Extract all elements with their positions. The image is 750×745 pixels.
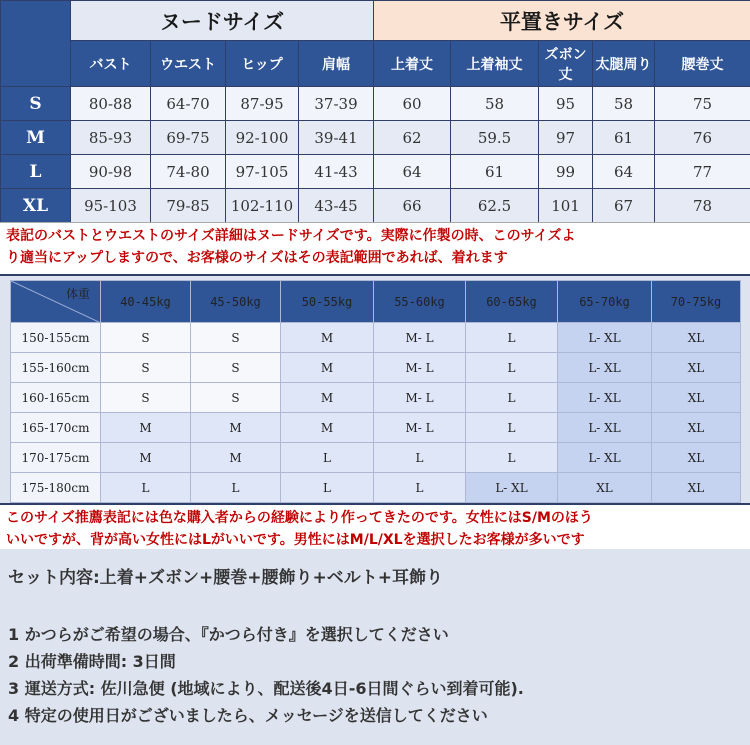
recommended-size-cell: XL (652, 383, 741, 413)
size-chart-table (0, 0, 750, 223)
size-value-cell: 76 (655, 121, 750, 155)
weight-column-header: 40-45kg (101, 281, 191, 323)
size-value-cell: 97 (539, 121, 593, 155)
weight-column-header: 55-60kg (374, 281, 466, 323)
height-row (11, 323, 741, 353)
size-label: M (1, 121, 71, 155)
size-chart (0, 0, 750, 222)
recommended-size-cell: L (191, 473, 281, 503)
size-value-cell: 43-45 (299, 189, 374, 223)
height-row (11, 413, 741, 443)
weight-axis-label: 体重 (65, 287, 90, 301)
recommended-size-cell: XL (652, 443, 741, 473)
recommended-size-cell: L- XL (558, 413, 652, 443)
height-label: 155-160cm (11, 353, 101, 383)
recommended-size-cell: S (191, 383, 281, 413)
recommended-size-cell: M- L (374, 383, 466, 413)
size-column-header: ズボン丈 (539, 41, 593, 87)
recommended-size-cell: M (281, 323, 374, 353)
recommended-size-cell: S (191, 353, 281, 383)
recommended-size-cell: L- XL (558, 323, 652, 353)
info-item: 4 特定の使用日がございましたら、メッセージを送信してください (8, 706, 488, 725)
recommended-size-cell: L (466, 353, 558, 383)
size-value-cell: 77 (655, 155, 750, 189)
size-column-header: 肩幅 (299, 41, 374, 87)
recommended-size-cell: M (101, 443, 191, 473)
height-label: 150-155cm (11, 323, 101, 353)
recommended-size-cell: S (101, 383, 191, 413)
recommendation-note-line1: このサイズ推薦表記には色な購入者からの経験により作ってきたのです。女性にはS/Mのほう (6, 510, 593, 526)
size-value-cell: 58 (451, 87, 539, 121)
recommended-size-cell: M- L (374, 323, 466, 353)
weight-column-header: 70-75kg (652, 281, 741, 323)
nude-size-note-line1: 表記のバストとウエストのサイズ詳細はヌードサイズです。実際に作製の時、このサイズよ (6, 228, 576, 244)
weight-column-header: 50-55kg (281, 281, 374, 323)
recommended-size-cell: S (101, 353, 191, 383)
size-column-header: 上着袖丈 (451, 41, 539, 87)
height-label: 160-165cm (11, 383, 101, 413)
recommendation-note-line2: いいですが、背が高い女性にはLがいいです。男性にはM/L/XLを選択したお客様が多いです (6, 532, 585, 548)
size-value-cell: 61 (593, 121, 655, 155)
recommended-size-cell: L (281, 473, 374, 503)
size-value-cell: 79-85 (151, 189, 226, 223)
nude-size-note-line2: り適当にアップしますので、お客様のサイズはその表記範囲であれば、着れます (6, 250, 508, 266)
recommendation-table (10, 280, 741, 503)
recommended-size-cell: L- XL (558, 353, 652, 383)
recommended-size-cell: L (374, 473, 466, 503)
size-value-cell: 66 (374, 189, 451, 223)
nude-size-group-header: ヌードサイズ (71, 1, 374, 41)
flat-size-group-header: 平置きサイズ (374, 1, 750, 41)
height-row (11, 443, 741, 473)
recommended-size-cell: M (191, 443, 281, 473)
recommended-size-cell: L (281, 443, 374, 473)
size-value-cell: 64-70 (151, 87, 226, 121)
height-label: 165-170cm (11, 413, 101, 443)
recommended-size-cell: M- L (374, 353, 466, 383)
product-info (0, 549, 750, 745)
size-value-cell: 39-41 (299, 121, 374, 155)
size-value-cell: 41-43 (299, 155, 374, 189)
set-contents: セット内容:上着+ズボン+腰巻+腰飾り+ベルト+耳飾り (8, 568, 444, 588)
size-value-cell: 102-110 (226, 189, 299, 223)
height-row (11, 473, 741, 503)
recommended-size-cell: M (281, 353, 374, 383)
recommended-size-cell: M (191, 413, 281, 443)
height-label: 175-180cm (11, 473, 101, 503)
size-column-header: バスト (71, 41, 151, 87)
recommended-size-cell: L- XL (558, 383, 652, 413)
size-value-cell: 61 (451, 155, 539, 189)
recommended-size-cell: L (101, 473, 191, 503)
weight-column-header: 45-50kg (191, 281, 281, 323)
recommended-size-cell: M (281, 413, 374, 443)
recommended-size-cell: XL (558, 473, 652, 503)
recommendation-note (0, 503, 750, 549)
size-value-cell: 62.5 (451, 189, 539, 223)
size-label: L (1, 155, 71, 189)
recommended-size-cell: L (466, 323, 558, 353)
recommended-size-cell: XL (652, 353, 741, 383)
recommendation-corner-header (11, 281, 101, 323)
size-value-cell: 64 (593, 155, 655, 189)
recommended-size-cell: L (466, 443, 558, 473)
size-column-header: 上着丈 (374, 41, 451, 87)
size-value-cell: 95 (539, 87, 593, 121)
size-chart-corner (1, 1, 71, 87)
size-value-cell: 69-75 (151, 121, 226, 155)
size-value-cell: 37-39 (299, 87, 374, 121)
size-value-cell: 58 (593, 87, 655, 121)
info-item: 2 出荷準備時間: 3日間 (8, 652, 176, 671)
info-item: 3 運送方式: 佐川急便 (地域により、配送後4日-6日間ぐらい到着可能). (8, 679, 524, 698)
info-item: 1 かつらがご希望の場合、『かつら付き』を選択してください (8, 625, 449, 644)
recommended-size-cell: XL (652, 323, 741, 353)
size-value-cell: 87-95 (226, 87, 299, 121)
recommended-size-cell: M- L (374, 413, 466, 443)
size-value-cell: 80-88 (71, 87, 151, 121)
recommended-size-cell: XL (652, 413, 741, 443)
recommended-size-cell: L (466, 413, 558, 443)
info-list (8, 621, 524, 729)
size-recommendation-chart (10, 280, 740, 502)
size-column-header: 腰巻丈 (655, 41, 750, 87)
height-row (11, 383, 741, 413)
recommended-size-cell: M (101, 413, 191, 443)
size-label: S (1, 87, 71, 121)
weight-column-header: 60-65kg (466, 281, 558, 323)
size-row (1, 87, 750, 121)
size-row (1, 189, 750, 223)
height-row (11, 353, 741, 383)
size-row (1, 155, 750, 189)
size-column-header: ウエスト (151, 41, 226, 87)
size-value-cell: 60 (374, 87, 451, 121)
height-label: 170-175cm (11, 443, 101, 473)
size-value-cell: 75 (655, 87, 750, 121)
size-column-header: 太腿周り (593, 41, 655, 87)
recommended-size-cell: L- XL (466, 473, 558, 503)
size-value-cell: 92-100 (226, 121, 299, 155)
size-value-cell: 85-93 (71, 121, 151, 155)
recommended-size-cell: L (374, 443, 466, 473)
recommended-size-cell: L (466, 383, 558, 413)
recommended-size-cell: XL (652, 473, 741, 503)
recommended-size-cell: S (101, 323, 191, 353)
size-column-header: ヒップ (226, 41, 299, 87)
size-value-cell: 74-80 (151, 155, 226, 189)
size-value-cell: 78 (655, 189, 750, 223)
nude-size-note (0, 222, 750, 276)
size-row (1, 121, 750, 155)
size-value-cell: 101 (539, 189, 593, 223)
size-value-cell: 67 (593, 189, 655, 223)
recommended-size-cell: M (281, 383, 374, 413)
size-value-cell: 90-98 (71, 155, 151, 189)
size-value-cell: 62 (374, 121, 451, 155)
size-value-cell: 99 (539, 155, 593, 189)
size-value-cell: 64 (374, 155, 451, 189)
size-value-cell: 97-105 (226, 155, 299, 189)
size-value-cell: 95-103 (71, 189, 151, 223)
weight-column-header: 65-70kg (558, 281, 652, 323)
size-value-cell: 59.5 (451, 121, 539, 155)
recommended-size-cell: L- XL (558, 443, 652, 473)
recommended-size-cell: S (191, 323, 281, 353)
size-label: XL (1, 189, 71, 223)
